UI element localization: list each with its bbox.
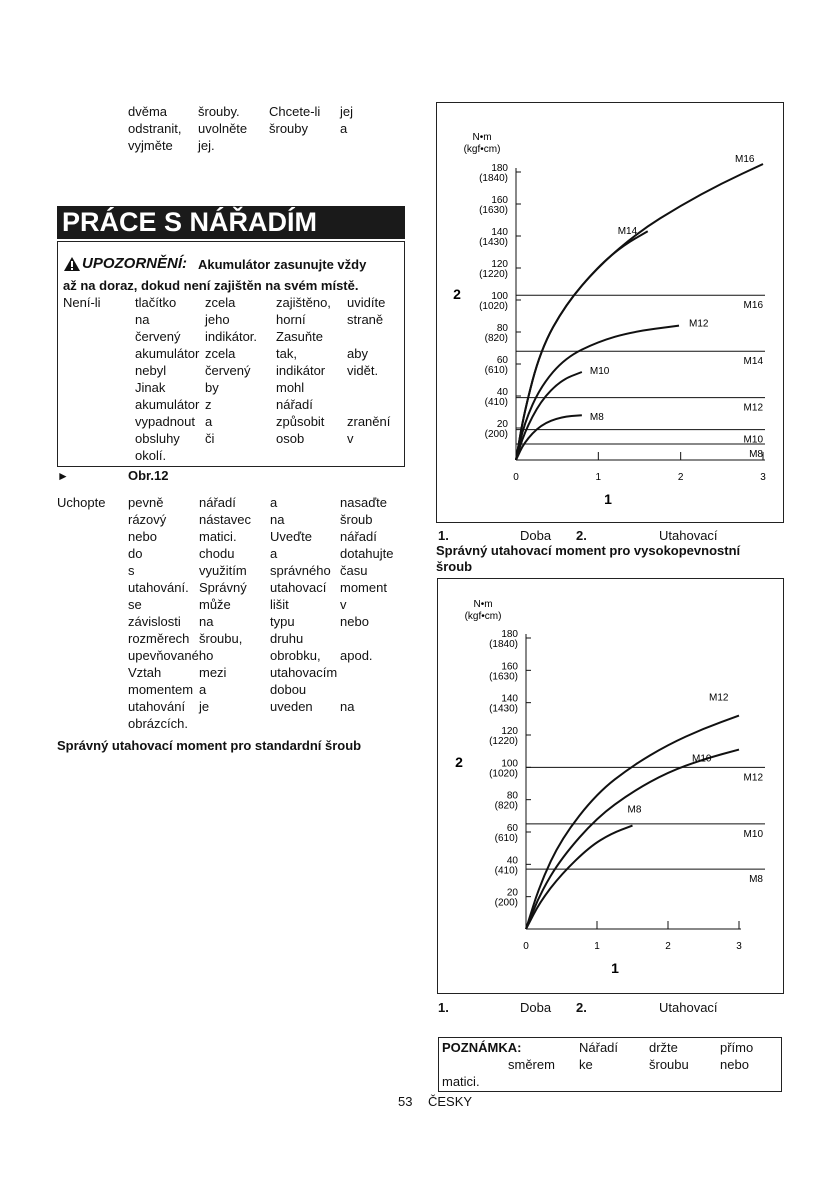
y-tick-label: 80 xyxy=(506,790,518,802)
y-tick-label: 20 xyxy=(496,419,508,430)
warning-word: akumulátor xyxy=(135,397,200,412)
warning-word: či xyxy=(205,431,215,446)
legend-text: Utahovací xyxy=(659,1000,718,1015)
reference-line-label: M14 xyxy=(743,356,763,368)
unit-label: N•m xyxy=(472,132,492,143)
legend-text: Doba xyxy=(520,1000,552,1015)
intro-word: a xyxy=(340,121,348,136)
y-tick-label: 40 xyxy=(506,855,518,867)
intro-word: jej xyxy=(340,104,354,119)
y-tick-label: (1220) xyxy=(489,736,518,747)
warning-word: červený xyxy=(135,329,181,344)
reference-line-label: M12 xyxy=(743,772,763,784)
legend-text: Doba xyxy=(520,528,552,543)
intro-word: vyjměte xyxy=(128,138,173,153)
unit-label: (kgf•cm) xyxy=(463,144,501,155)
body-word: nářadí xyxy=(340,529,377,544)
body-word: na xyxy=(270,512,285,527)
note-word: Nářadí xyxy=(579,1040,619,1055)
y-tick-label: 20 xyxy=(506,887,518,899)
body-word: využitím xyxy=(199,563,247,578)
note-word: přímo xyxy=(720,1040,754,1055)
legend-number: 1. xyxy=(438,528,449,543)
high-strength-caption: Správný utahovací moment pro vysokopevnostní xyxy=(436,543,741,558)
y-tick-label: (1020) xyxy=(489,768,518,780)
x-tick-label: 2 xyxy=(677,472,684,483)
body-word: utahování. xyxy=(128,580,189,595)
series-label: M10 xyxy=(692,753,712,765)
note-word: ke xyxy=(579,1057,593,1072)
y-tick-label: (1430) xyxy=(489,703,518,715)
torque-chart-standard xyxy=(437,103,782,521)
y-tick-label: (410) xyxy=(494,865,518,877)
reference-line-label: M16 xyxy=(743,300,763,312)
x-tick-label: 0 xyxy=(523,941,529,952)
body-word: utahovacím xyxy=(270,665,338,680)
warning-word: osob xyxy=(276,431,305,446)
legend-number: 1. xyxy=(438,1000,449,1015)
warning-word: a xyxy=(205,414,213,429)
reference-line-label: M10 xyxy=(743,828,763,840)
warning-word: červený xyxy=(205,363,251,378)
y-tick-label: 100 xyxy=(501,758,518,770)
warning-word: nebyl xyxy=(135,363,167,378)
y-tick-label: (820) xyxy=(484,333,508,344)
warning-word: v xyxy=(347,431,354,446)
series-line-m12 xyxy=(516,326,679,460)
page-number: 53 xyxy=(398,1094,413,1109)
x-tick-label: 1 xyxy=(594,941,600,952)
warning-icon xyxy=(63,256,81,272)
warning-word: akumulátor xyxy=(135,346,200,361)
warning-word: indikátor. xyxy=(205,329,258,344)
y-tick-label: 40 xyxy=(496,387,508,398)
section-title: PRÁCE S NÁŘADÍM xyxy=(57,206,405,239)
series-label: M16 xyxy=(735,154,755,165)
legend-text: Utahovací xyxy=(659,528,718,543)
series-label: M12 xyxy=(709,692,729,704)
note-word: matici. xyxy=(442,1074,480,1089)
intro-word: šrouby. xyxy=(198,104,240,119)
series-label: M8 xyxy=(589,412,604,424)
legend-number: 2. xyxy=(576,528,587,543)
warning-word: zranění xyxy=(347,414,391,429)
warning-title: UPOZORNĚNÍ: xyxy=(82,255,187,272)
warning-word: jeho xyxy=(205,312,230,327)
note-label: POZNÁMKA: xyxy=(442,1040,522,1055)
body-word: a xyxy=(270,495,278,510)
intro-word: šrouby xyxy=(269,121,309,136)
y-tick-label: 100 xyxy=(491,291,508,302)
body-word: nástavec xyxy=(199,512,252,527)
body-word: je xyxy=(199,699,210,714)
warning-word: nářadí xyxy=(276,397,313,412)
y-tick-label: 160 xyxy=(501,661,518,673)
warning-word: uvidíte xyxy=(347,295,386,310)
intro-word: dvěma xyxy=(128,104,168,119)
y-tick-label: 180 xyxy=(491,163,508,174)
y-tick-label: 120 xyxy=(501,726,518,737)
series-label: M10 xyxy=(589,366,610,377)
y-tick-label: 140 xyxy=(501,693,518,705)
body-word: rozměrech xyxy=(128,631,190,646)
body-word: typu xyxy=(270,614,295,629)
warning-word: by xyxy=(205,380,219,395)
body-word: chodu xyxy=(199,546,235,561)
y-tick-label: (410) xyxy=(484,397,508,408)
high-strength-caption-2: šroub xyxy=(436,559,473,574)
body-word: nasaďte xyxy=(340,495,388,510)
arrow-icon: ► xyxy=(57,469,69,483)
torque-chart-high-strength xyxy=(438,579,782,992)
body-word: správného xyxy=(270,563,331,578)
y-tick-label: 60 xyxy=(506,823,518,834)
note-word: směrem xyxy=(508,1057,555,1072)
x-tick-label: 3 xyxy=(760,472,766,483)
x-tick-label: 2 xyxy=(665,941,671,952)
reference-line-label: M12 xyxy=(743,402,763,414)
warning-word: Zasuňte xyxy=(276,329,323,344)
y-tick-label: 180 xyxy=(501,629,518,640)
warning-word: na xyxy=(135,312,150,327)
chart-frame xyxy=(436,102,784,523)
y-tick-label: (1630) xyxy=(479,205,508,216)
body-word: nářadí xyxy=(199,495,236,510)
body-word: do xyxy=(128,546,143,561)
body-word: uveden xyxy=(270,699,313,714)
intro-word: uvolněte xyxy=(198,121,248,136)
series-line-m8 xyxy=(526,826,633,929)
body-word: moment xyxy=(340,580,387,595)
series-label: M14 xyxy=(617,226,638,238)
body-lead: Uchopte xyxy=(57,495,106,510)
y-axis-label: 2 xyxy=(455,754,463,770)
warning-word: indikátor xyxy=(276,363,326,378)
series-line-m14 xyxy=(516,231,648,460)
x-tick-label: 0 xyxy=(513,472,519,483)
warning-title-line xyxy=(63,256,403,274)
warning-word: Jinak xyxy=(135,380,166,395)
intro-word: Chcete-li xyxy=(269,104,321,119)
body-word: se xyxy=(128,597,142,612)
y-tick-label: 60 xyxy=(496,355,508,366)
body-word: a xyxy=(270,546,278,561)
body-word: a xyxy=(199,682,207,697)
body-word: v xyxy=(340,597,347,612)
intro-word: odstranit, xyxy=(128,121,182,136)
unit-label: N•m xyxy=(473,599,493,610)
body-word: pevně xyxy=(128,495,164,510)
body-word: může xyxy=(199,597,231,612)
y-tick-label: (610) xyxy=(484,365,508,376)
warning-word: zcela xyxy=(205,295,236,310)
warning-word: horní xyxy=(276,312,306,327)
body-word: s xyxy=(128,563,135,578)
y-tick-label: (1630) xyxy=(489,671,518,683)
series-label: M12 xyxy=(689,318,709,330)
warning-word: straně xyxy=(347,312,384,327)
y-tick-label: (1020) xyxy=(479,301,508,312)
reference-line-label: M8 xyxy=(749,449,763,460)
warning-word: obsluhy xyxy=(135,431,180,446)
series-line-m12 xyxy=(526,716,739,929)
page-language: ČESKY xyxy=(428,1094,473,1109)
body-word: obrázcích. xyxy=(128,716,188,731)
body-word: utahování xyxy=(128,699,186,714)
warning-word: aby xyxy=(347,346,368,361)
series-label: M8 xyxy=(627,804,642,816)
reference-line-label: M8 xyxy=(749,874,763,886)
warning-word: tlačítko xyxy=(135,295,177,310)
legend-number: 2. xyxy=(576,1000,587,1015)
body-word: nebo xyxy=(128,529,157,544)
chart-frame xyxy=(437,578,784,994)
body-word: mezi xyxy=(199,665,227,680)
warning-word: vidět. xyxy=(347,363,379,378)
warning-lead: Není-li xyxy=(63,295,101,310)
warning-word: způsobit xyxy=(276,414,325,429)
body-word: apod. xyxy=(340,648,373,663)
body-word: lišit xyxy=(270,597,289,612)
body-word: šroubu, xyxy=(199,631,243,646)
y-tick-label: (200) xyxy=(494,897,518,909)
y-tick-label: (200) xyxy=(484,429,508,440)
y-axis-label: 2 xyxy=(453,286,461,302)
body-word: utahovací xyxy=(270,580,327,595)
warning-line-2: až na doraz, dokud není zajištěn na svém místě. xyxy=(63,278,359,293)
y-tick-label: 80 xyxy=(496,323,508,334)
body-word: šroub xyxy=(340,512,373,527)
warning-word: vypadnout xyxy=(135,414,195,429)
series-line-m16 xyxy=(516,164,763,460)
y-tick-label: (1220) xyxy=(479,269,508,280)
body-word: Správný xyxy=(199,580,247,595)
warning-word: z xyxy=(205,397,212,412)
body-word: dotahujte xyxy=(340,546,394,561)
reference-line-label: M10 xyxy=(743,434,763,446)
unit-label: (kgf•cm) xyxy=(464,611,502,622)
x-axis-label: 1 xyxy=(604,491,612,507)
y-tick-label: (1840) xyxy=(489,639,518,650)
warning-word: mohl xyxy=(276,380,305,395)
body-word: druhu xyxy=(270,631,304,646)
y-tick-label: (1840) xyxy=(479,173,508,184)
x-axis-label: 1 xyxy=(611,960,619,976)
y-tick-label: 120 xyxy=(491,259,508,270)
body-word: na xyxy=(340,699,355,714)
body-word: závislosti xyxy=(128,614,181,629)
body-word: času xyxy=(340,563,368,578)
body-word: nebo xyxy=(340,614,369,629)
y-tick-label: (820) xyxy=(494,800,518,812)
figure-ref: Obr.12 xyxy=(128,468,169,483)
x-tick-label: 1 xyxy=(595,472,602,483)
body-word: obrobku, xyxy=(270,648,321,663)
note-word: šroubu xyxy=(649,1057,689,1072)
warning-word: zajištěno, xyxy=(276,295,331,310)
y-tick-label: (1430) xyxy=(479,237,508,248)
body-word: na xyxy=(199,614,214,629)
y-tick-label: 140 xyxy=(491,227,508,238)
y-tick-label: (610) xyxy=(494,833,518,844)
body-word: Vztah xyxy=(128,665,162,680)
body-word: momentem xyxy=(128,682,194,697)
body-word: upevňovaného xyxy=(128,648,214,663)
standard-torque-caption: Správný utahovací moment pro standardní šroub xyxy=(57,738,362,753)
warning-word: tak, xyxy=(276,346,297,361)
body-word: Uveďte xyxy=(270,529,312,544)
body-word: matici. xyxy=(199,529,237,544)
warning-title-rest: Akumulátor zasunujte vždy xyxy=(198,257,367,272)
series-line-m10 xyxy=(526,750,739,929)
body-word: rázový xyxy=(128,512,167,527)
note-word: nebo xyxy=(720,1057,749,1072)
y-tick-label: 160 xyxy=(491,195,508,206)
intro-word: jej. xyxy=(198,138,215,153)
x-tick-label: 3 xyxy=(736,941,742,952)
warning-word: zcela xyxy=(205,346,236,361)
note-word: držte xyxy=(649,1040,678,1055)
body-word: dobou xyxy=(270,682,307,697)
warning-word: okolí. xyxy=(135,448,167,463)
